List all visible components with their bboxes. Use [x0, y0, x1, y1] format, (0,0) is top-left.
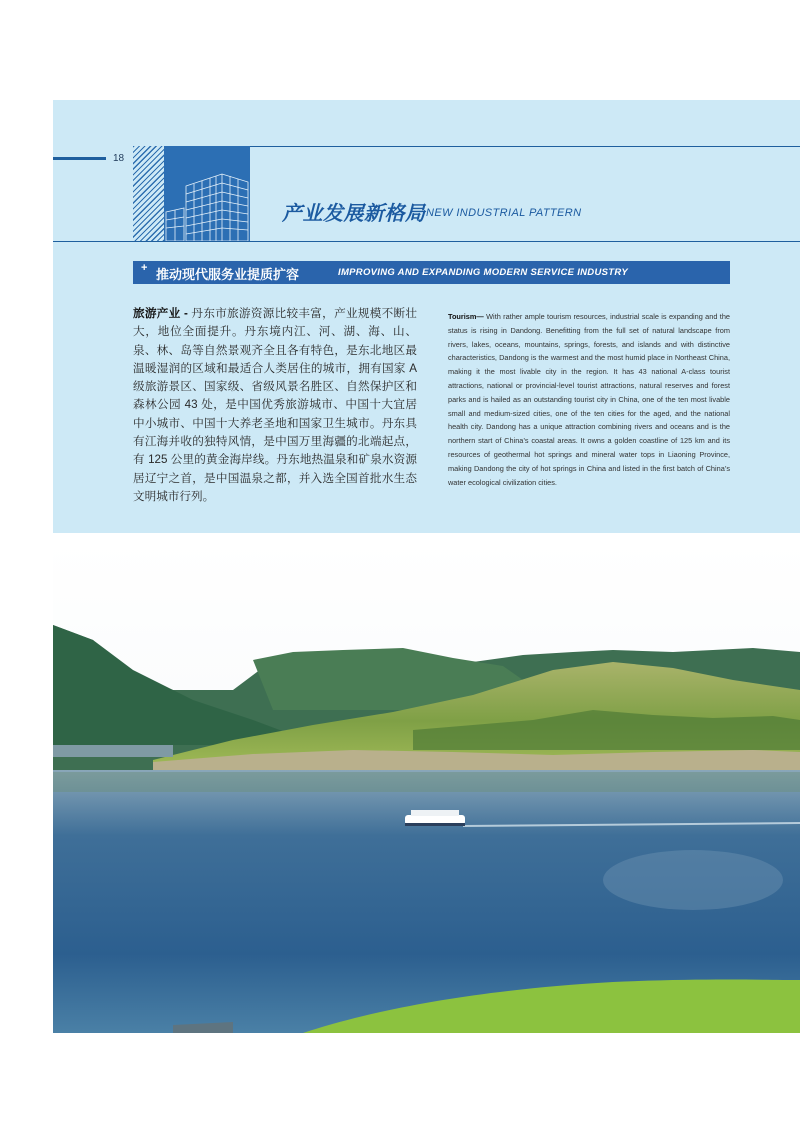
header-rule-bottom — [53, 241, 800, 242]
page-number: 18 — [113, 153, 125, 164]
tourism-text-en — [448, 310, 730, 489]
tourism-lead-en: Tourism— — [448, 312, 484, 321]
tourism-text-cn — [133, 305, 417, 506]
page-title-cn: 产业发展新格局 — [282, 203, 426, 225]
plus-icon: + — [141, 262, 148, 274]
building-icon — [164, 146, 250, 241]
section-banner — [133, 261, 730, 284]
tourism-body-en: With rather ample tourism resources, industrial scale is expanding and the status is rising in Dandong. Benefitting from the full set of natural landscape from rivers, lakes, oceans, mountains, springs, forests, and islands and with distinctive characteristics, Dandong is the warmest and the most humid place in Northeast China, making it the most livable city in the region. It has 43 national A-class tourist attractions, national or provincial-level tourist attractions, natural reserves and forest parks and is hailed as an outstanding tourist city in China, one of the ten most livable small and medium-sized cities, one of the ten cities for the aged, and the national health city. Dandong has a unique attraction combining rivers and oceans and is the northern start of China’s coastal areas. It owns a golden coastline of 125 km and its resources of geothermal hot springs and mineral water tops in Liaoning Province, making Dandong the city of hot springs in China and listed in the first batch of China’s water ecological civilization cities. — [448, 312, 730, 487]
tourism-lead-cn: 旅游产业 - — [133, 307, 188, 320]
section-title-en: IMPROVING AND EXPANDING MODERN SERVICE INDUSTRY — [338, 267, 628, 278]
header-rule-top — [250, 146, 800, 147]
tourism-body-cn: 丹东市旅游资源比较丰富，产业规模不断壮大，地位全面提升。丹东境内江、河、湖、海、山、泉、林、岛等自然景观齐全且各有特色，是东北地区最温暖湿润的区域和最适合人类居住的城市，拥有国家 A 级旅游景区、国家级、省级风景名胜区、自然保护区和森林公园 43 处，是中国优秀旅游城市、中国十大宜居中小城市、中国十大养老圣地和国家卫生城市。丹东具有江海并收的独特风情，是中国万里海疆的北端起点，有 125 公里的黄金海岸线。丹东地热温泉和矿泉水资源居辽宁之首，是中国温泉之都，并入选全国首批水生态文明城市行列。 — [133, 307, 417, 503]
lake-landscape-photo — [53, 540, 800, 1033]
page-title-en: NEW INDUSTRIAL PATTERN — [426, 207, 582, 219]
hatch-pattern — [133, 146, 164, 241]
header-accent-line — [53, 157, 106, 160]
section-title-cn: 推动现代服务业提质扩容 — [156, 267, 300, 282]
boat-icon — [405, 810, 465, 826]
